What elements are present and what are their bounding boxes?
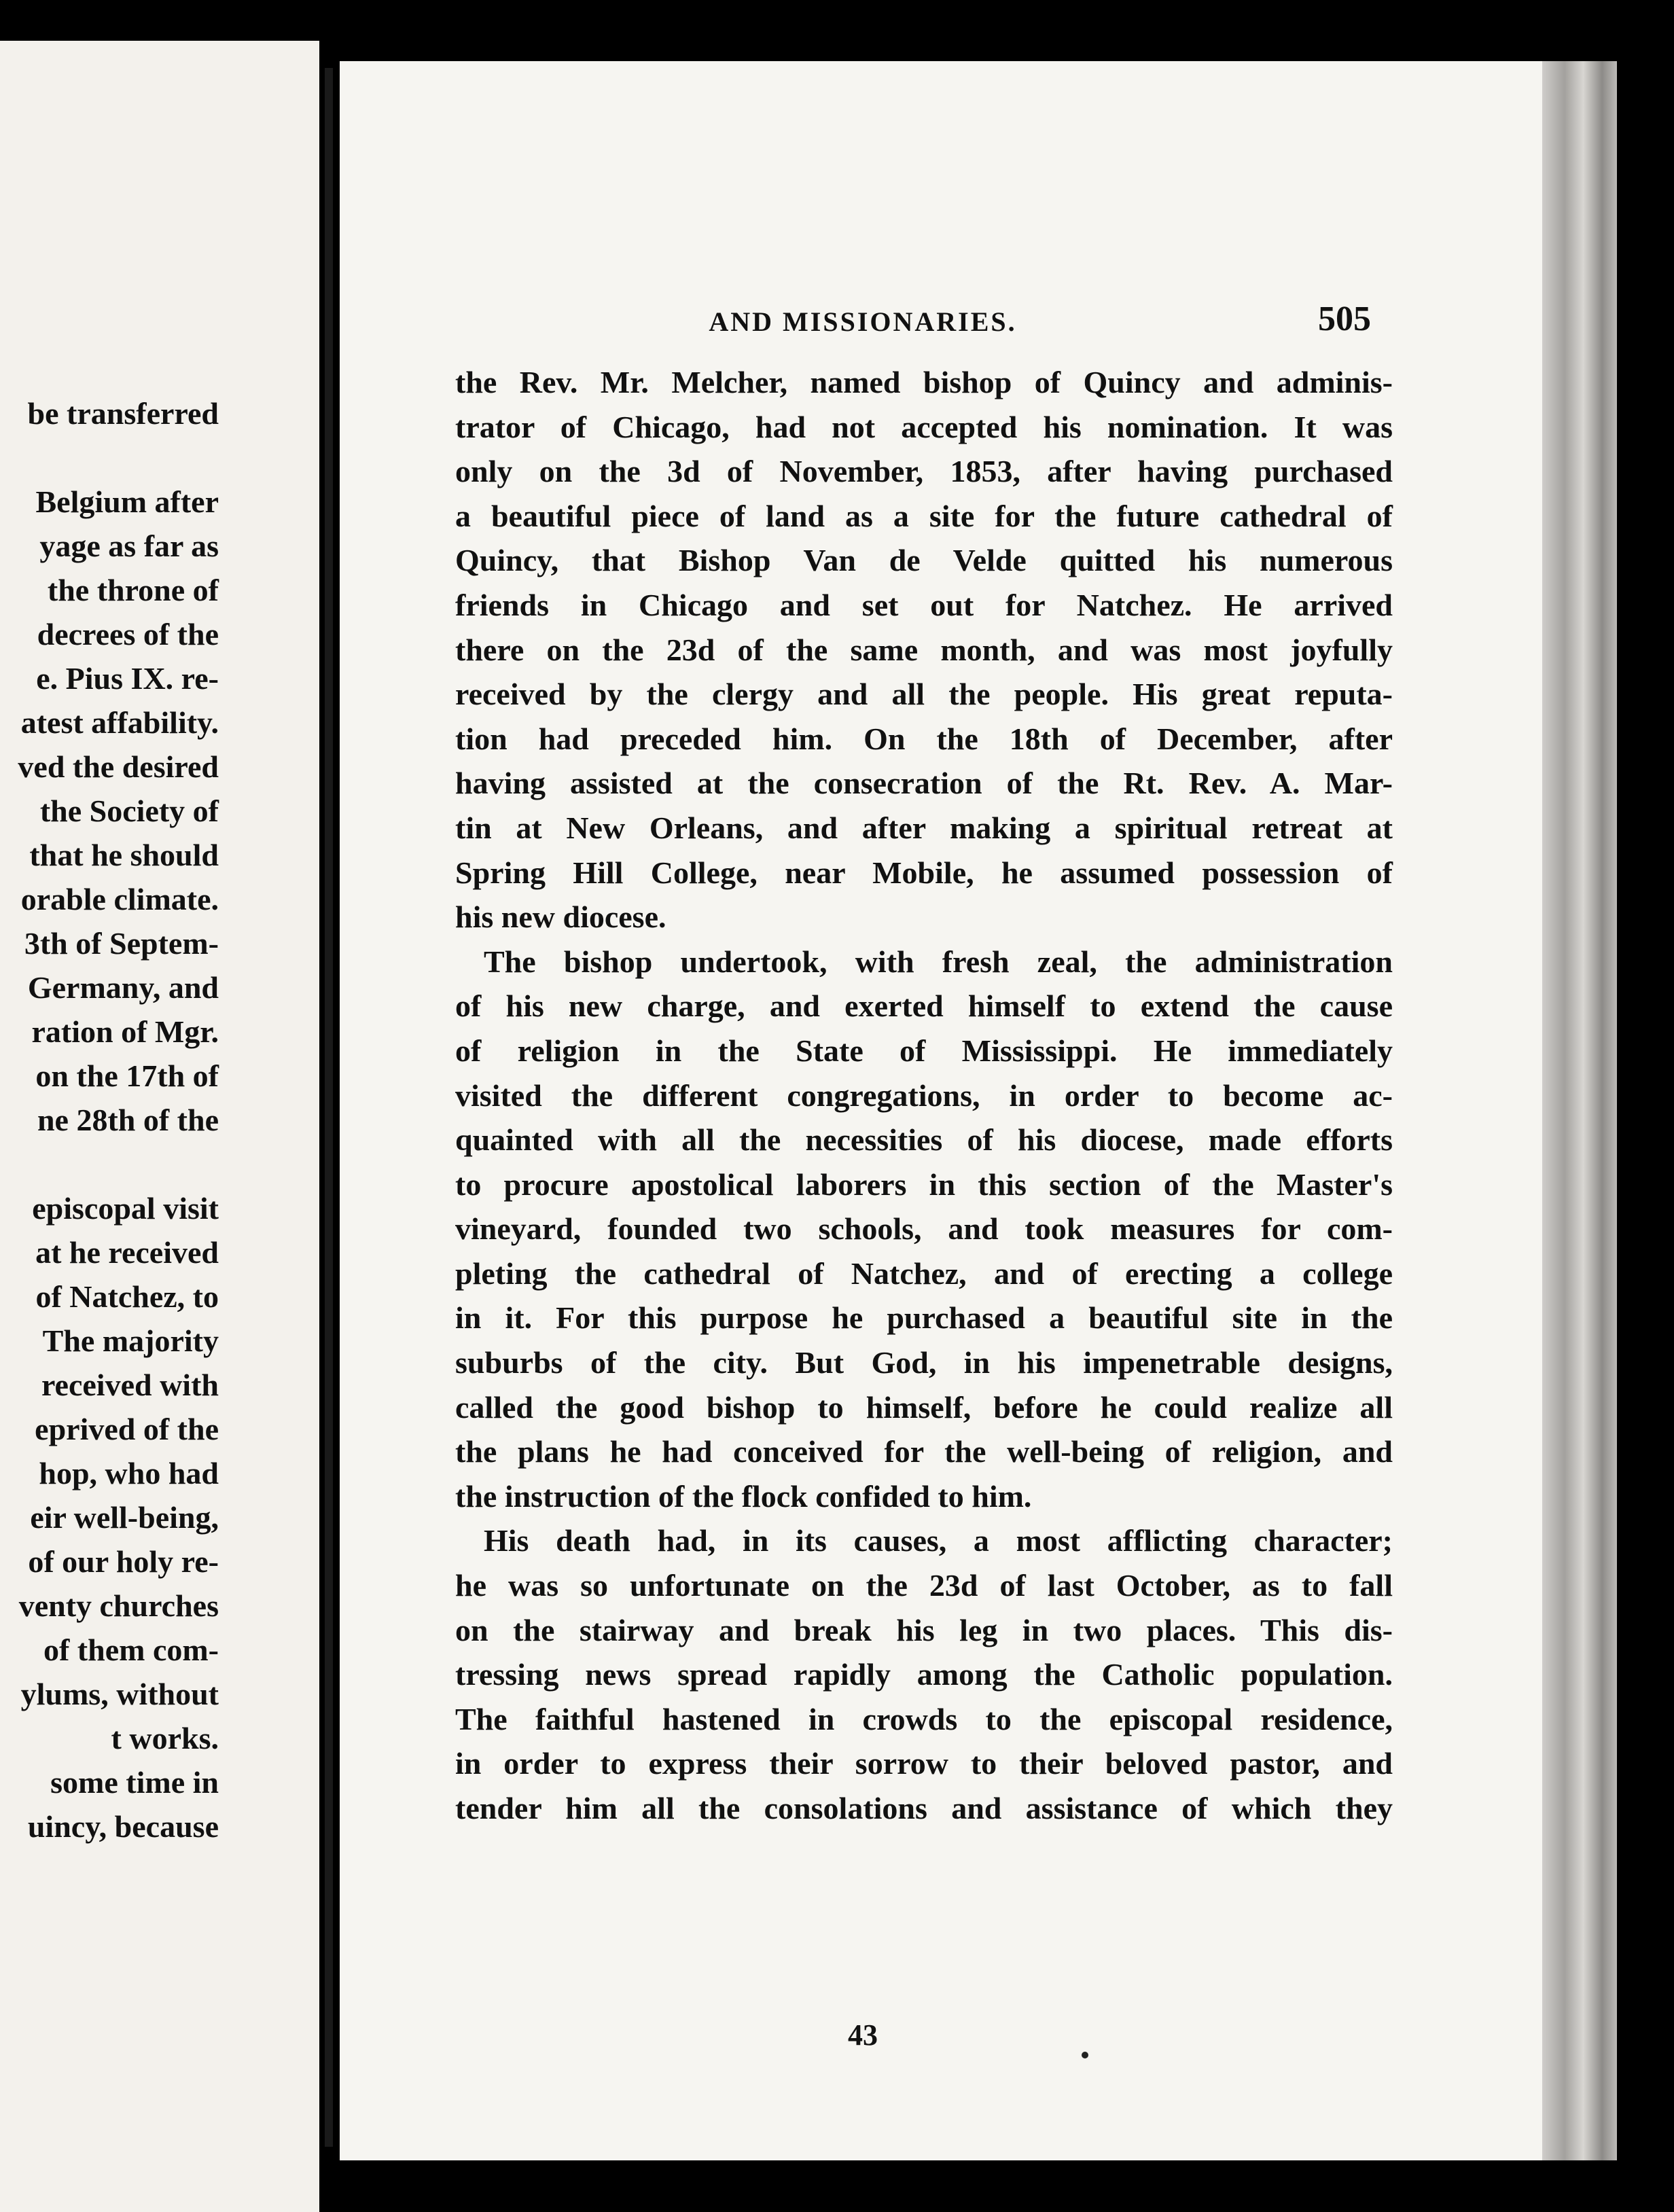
- text-line: Quincy, that Bishop Van de Velde quitted his numerous: [455, 543, 1393, 578]
- left-line: episcopal visit: [32, 1191, 219, 1226]
- left-facing-page: [0, 41, 319, 2212]
- text-line: tin at New Orleans, and after making a spiritual retreat at: [455, 810, 1393, 845]
- text-line: a beautiful piece of land as a site for the future cathedral of: [455, 498, 1393, 533]
- left-line: at he received: [35, 1235, 219, 1270]
- text-line: visited the different congregations, in order to become ac-: [455, 1077, 1393, 1113]
- left-line: ylums, without: [20, 1677, 219, 1711]
- left-line: the Society of: [39, 793, 219, 828]
- text-line: there on the 23d of the same month, and was most joyfully: [455, 632, 1393, 667]
- book-gutter: [325, 68, 333, 2147]
- left-line: atest affability.: [20, 705, 219, 740]
- text-line: in order to express their sorrow to their beloved pastor, and: [455, 1746, 1393, 1781]
- left-line: on the 17th of: [35, 1058, 219, 1093]
- text-line: received by the clergy and all the people. His great reputa-: [455, 677, 1393, 712]
- page-number: 505: [1318, 300, 1371, 338]
- left-line: ne 28th of the: [37, 1103, 219, 1137]
- left-line: some time in: [50, 1765, 219, 1800]
- left-line: The majority: [42, 1323, 219, 1358]
- running-head: AND MISSIONARIES.: [709, 306, 1017, 337]
- text-line: quainted with all the necessities of his diocese, made efforts: [455, 1122, 1393, 1158]
- text-line: only on the 3d of November, 1853, after having purchased: [455, 454, 1393, 489]
- signature-mark: 43: [848, 2018, 878, 2052]
- left-line: of them com-: [43, 1633, 219, 1667]
- text-line: tressing news spread rapidly among the Catholic population.: [455, 1657, 1393, 1692]
- left-line: 3th of Septem-: [24, 926, 219, 961]
- text-line: The bishop undertook, with fresh zeal, the administration: [484, 944, 1393, 979]
- left-line: uincy, because: [27, 1809, 219, 1844]
- left-line: Germany, and: [27, 970, 219, 1005]
- left-line: be transferred: [27, 396, 219, 431]
- page-body-text: [455, 360, 1393, 1831]
- text-line: vineyard, founded two schools, and took measures for com-: [455, 1211, 1393, 1247]
- text-line: trator of Chicago, had not accepted his nomination. It was: [455, 409, 1393, 444]
- text-line: his new diocese.: [455, 899, 666, 935]
- left-line: ved the desired: [18, 749, 219, 784]
- text-line: the instruction of the flock confided to him.: [455, 1478, 1032, 1514]
- left-line: of Natchez, to: [35, 1279, 219, 1314]
- text-line: on the stairway and break his leg in two places. This dis-: [455, 1612, 1393, 1647]
- text-line: to procure apostolical laborers in this section of the Master's: [455, 1166, 1393, 1202]
- left-line: venty churches: [18, 1588, 219, 1623]
- text-line: the plans he had conceived for the well-being of religion, and: [455, 1434, 1393, 1469]
- left-line: decrees of the: [37, 617, 219, 652]
- left-line: [0, 435, 219, 480]
- left-line: of our holy re-: [28, 1544, 219, 1579]
- left-line: yage as far as: [39, 529, 219, 563]
- text-line: His death had, in its causes, a most afflicting character;: [484, 1523, 1393, 1558]
- text-line: having assisted at the consecration of the Rt. Rev. A. Mar-: [455, 766, 1393, 801]
- text-line: tion had preceded him. On the 18th of December, after: [455, 721, 1393, 756]
- left-line: e. Pius IX. re-: [36, 661, 219, 696]
- page-edge: [1542, 61, 1617, 2160]
- left-line: that he should: [29, 838, 219, 872]
- left-line: orable climate.: [20, 882, 219, 916]
- left-line: hop, who had: [39, 1456, 219, 1491]
- text-line: he was so unfortunate on the 23d of last October, as to fall: [455, 1568, 1393, 1603]
- left-line: eprived of the: [35, 1412, 219, 1446]
- text-line: Spring Hill College, near Mobile, he assumed possession of: [455, 855, 1393, 890]
- left-line: t works.: [111, 1721, 219, 1755]
- left-line: received with: [41, 1368, 219, 1402]
- ink-dot: [1082, 2052, 1088, 2058]
- left-line: the throne of: [47, 573, 219, 607]
- text-line: called the good bishop to himself, before he could realize all: [455, 1389, 1393, 1425]
- left-line: eir well-being,: [30, 1500, 219, 1535]
- left-page-text: [0, 391, 219, 1849]
- text-line: friends in Chicago and set out for Natchez. He arrived: [455, 587, 1393, 622]
- text-line: of religion in the State of Mississippi. He immediately: [455, 1033, 1393, 1068]
- text-line: the Rev. Mr. Melcher, named bishop of Quincy and adminis-: [455, 365, 1393, 399]
- right-page: [340, 61, 1617, 2160]
- text-line: of his new charge, and exerted himself to extend the cause: [455, 988, 1393, 1024]
- left-line: [0, 1142, 219, 1186]
- left-line: ration of Mgr.: [31, 1014, 219, 1049]
- text-line: The faithful hastened in crowds to the episcopal residence,: [455, 1701, 1393, 1736]
- text-line: suburbs of the city. But God, in his impenetrable designs,: [455, 1345, 1393, 1380]
- left-line: Belgium after: [35, 484, 219, 519]
- text-line: in it. For this purpose he purchased a beautiful site in the: [455, 1300, 1393, 1336]
- text-line: pleting the cathedral of Natchez, and of erecting a college: [455, 1255, 1393, 1291]
- text-line: tender him all the consolations and assistance of which they: [455, 1791, 1393, 1825]
